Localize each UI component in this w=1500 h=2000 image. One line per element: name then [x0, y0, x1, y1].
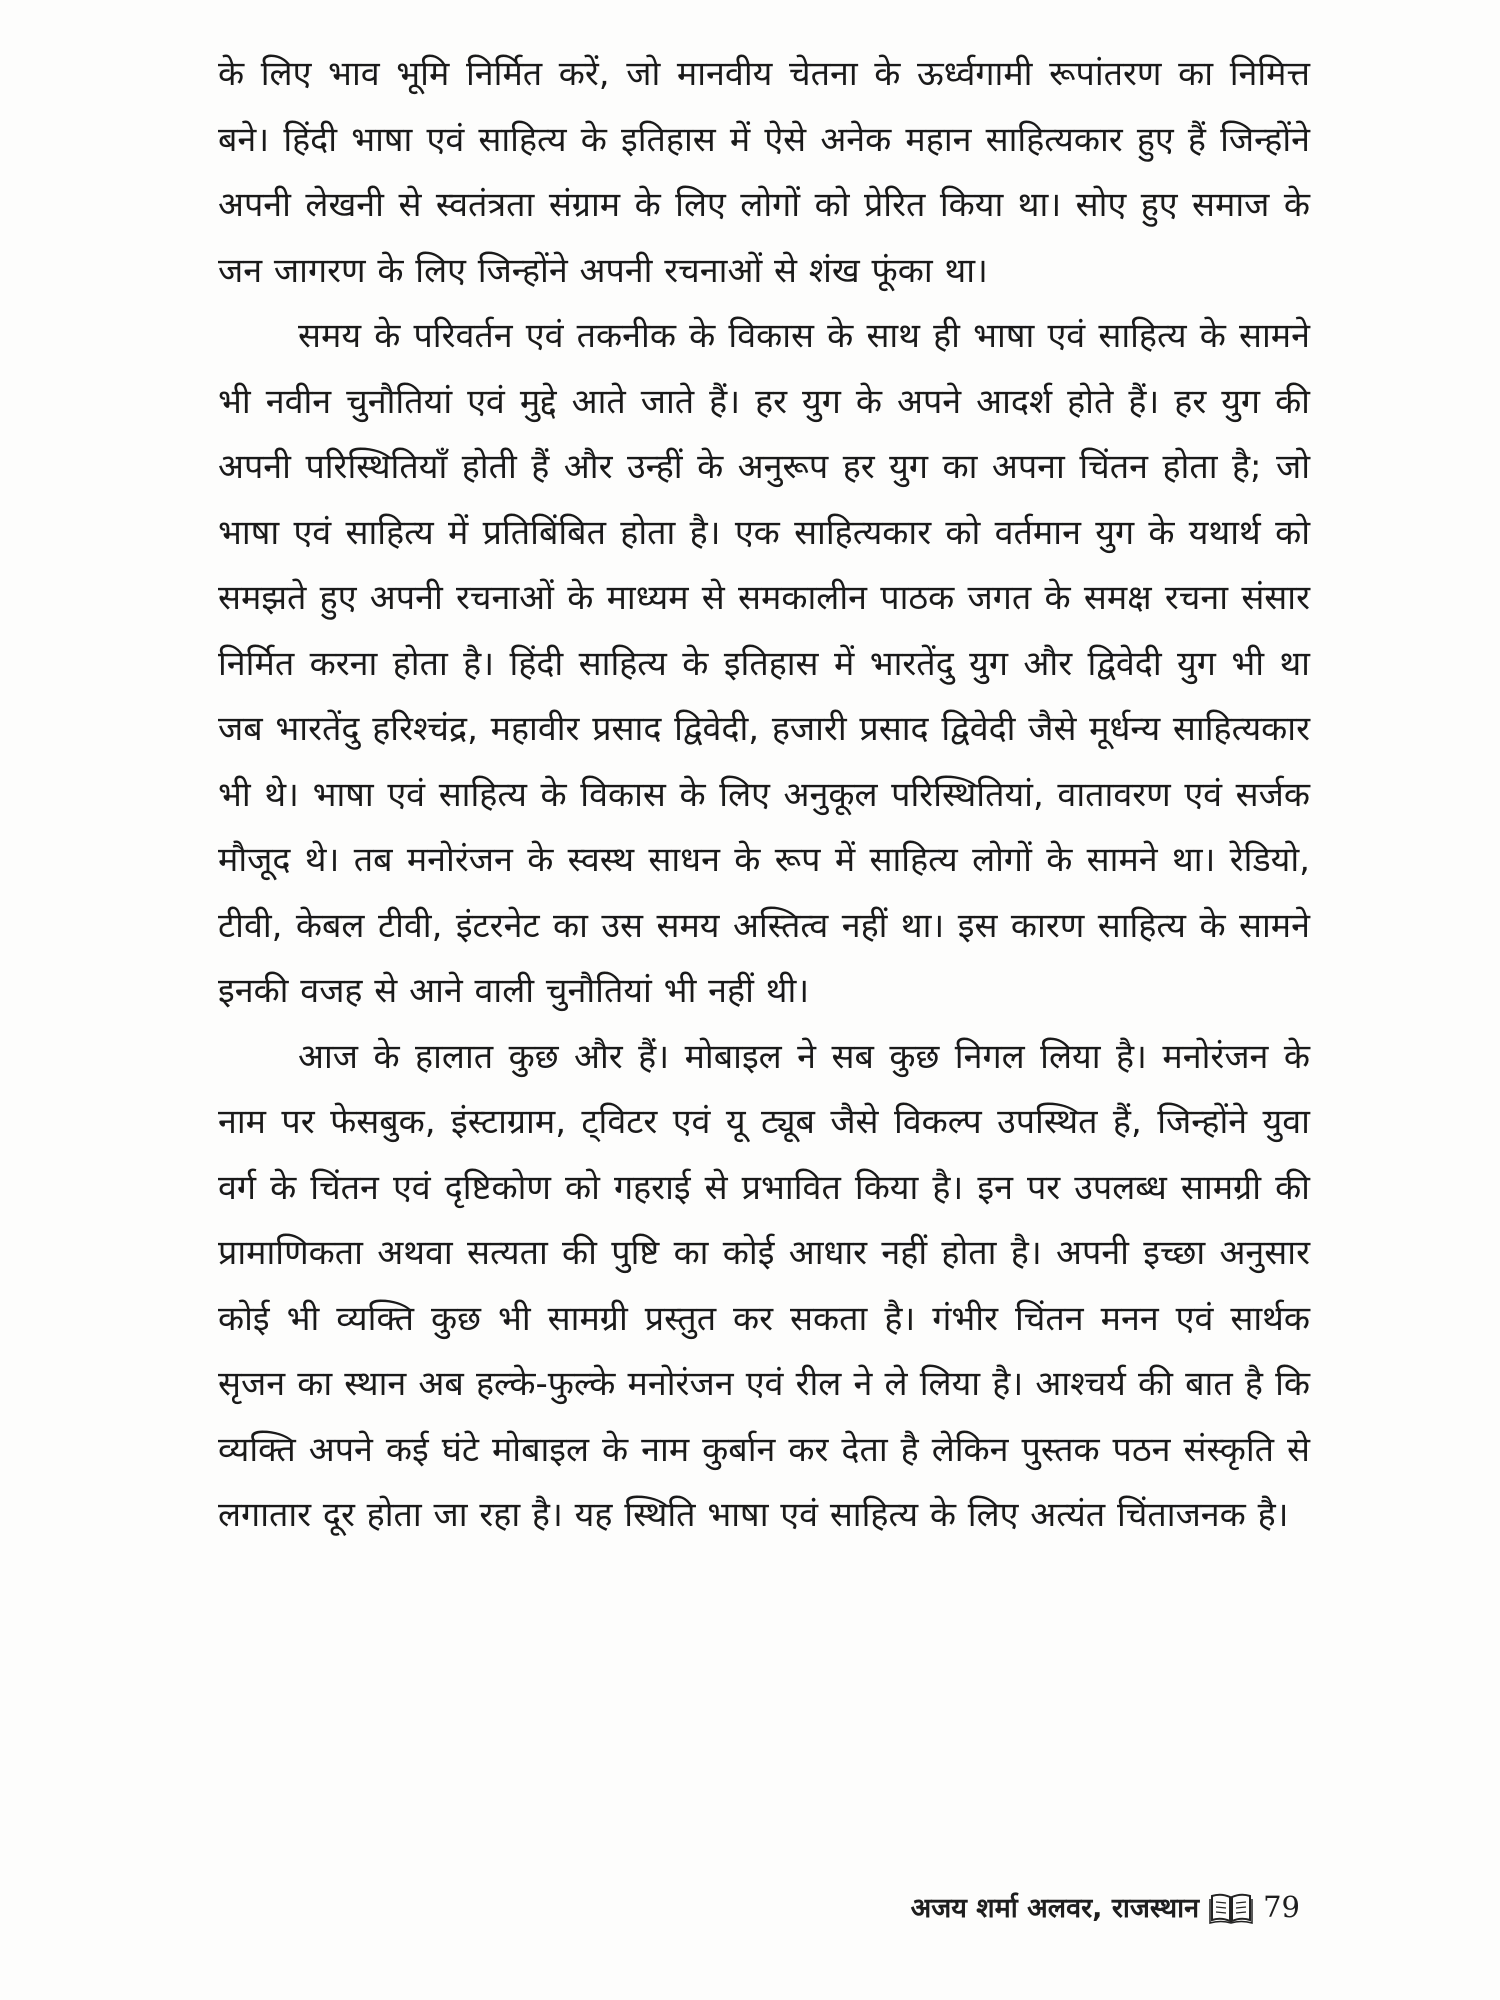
paragraph-3: आज के हालात कुछ और हैं। मोबाइल ने सब कुछ निगल लिया है। मनोरंजन के नाम पर फेसबुक, इंस्टाग्राम, ट्विटर एवं यू ट्यूब जैसे विकल्प उपस्थित हैं, जिन्होंने युवा वर्ग के चिंतन एवं दृष्टिकोण को गहराई से प्रभावित किया है। इन पर उपलब्ध सामग्री की प्रामाणिकता अथवा सत्यता की पुष्टि का कोई आधार नहीं होता है। अपनी इच्छा अनुसार कोई भी व्यक्ति कुछ भी सामग्री प्रस्तुत कर सकता है। गंभीर चिंतन मनन एवं सार्थक सृजन का स्थान अब हल्के-फुल्के मनोरंजन एवं रील ने ले लिया है। आश्चर्य की बात है कि व्यक्ति अपने कई घंटे मोबाइल के नाम कुर्बान कर देता है लेकिन पुस्तक पठन संस्कृति से लगातार दूर होता जा रहा है। यह स्थिति भाषा एवं साहित्य के लिए अत्यंत चिंताजनक है।	[218, 1036, 1310, 1535]
body-text	[218, 42, 1310, 1549]
paragraph-2: समय के परिवर्तन एवं तकनीक के विकास के साथ ही भाषा एवं साहित्य के सामने भी नवीन चुनौतियां एवं मुद्दे आते जाते हैं। हर युग के अपने आदर्श होते हैं। हर युग की अपनी परिस्थितियाँ होती हैं और उन्हीं के अनुरूप हर युग का अपना चिंतन होता है; जो भाषा एवं साहित्य में प्रतिबिंबित होता है। एक साहित्यकार को वर्तमान युग के यथार्थ को समझते हुए अपनी रचनाओं के माध्यम से समकालीन पाठक जगत के समक्ष रचना संसार निर्मित करना होता है। हिंदी साहित्य के इतिहास में भारतेंदु युग और द्विवेदी युग भी था जब भारतेंदु हरिश्चंद्र, महावीर प्रसाद द्विवेदी, हजारी प्रसाद द्विवेदी जैसे मूर्धन्य साहित्यकार भी थे। भाषा एवं साहित्य के विकास के लिए अनुकूल परिस्थितियां, वातावरण एवं सर्जक मौजूद थे। तब मनोरंजन के स्वस्थ साधन के रूप में साहित्य लोगों के सामने था। रेडियो, टीवी, केबल टीवी, इंटरनेट का उस समय अस्तित्व नहीं था। इस कारण साहित्य के सामने इनकी वजह से आने वाली चुनौतियां भी नहीं थी।	[218, 316, 1310, 1011]
paragraph-1: के लिए भाव भूमि निर्मित करें, जो मानवीय चेतना के ऊर्ध्वगामी रूपांतरण का निमित्त बने। हिंदी भाषा एवं साहित्य के इतिहास में ऐसे अनेक महान साहित्यकार हुए हैं जिन्होंने अपनी लेखनी से स्वतंत्रता संग्राम के लिए लोगों को प्रेरित किया था। सोए हुए समाज के जन जागरण के लिए जिन्होंने अपनी रचनाओं से शंख फूंका था।	[218, 54, 1310, 291]
book-icon	[1209, 1890, 1253, 1924]
footer-author: अजय शर्मा अलवर, राजस्थान	[910, 1893, 1200, 1924]
page-number: 79	[1263, 1889, 1300, 1924]
page-footer	[911, 1888, 1300, 1925]
